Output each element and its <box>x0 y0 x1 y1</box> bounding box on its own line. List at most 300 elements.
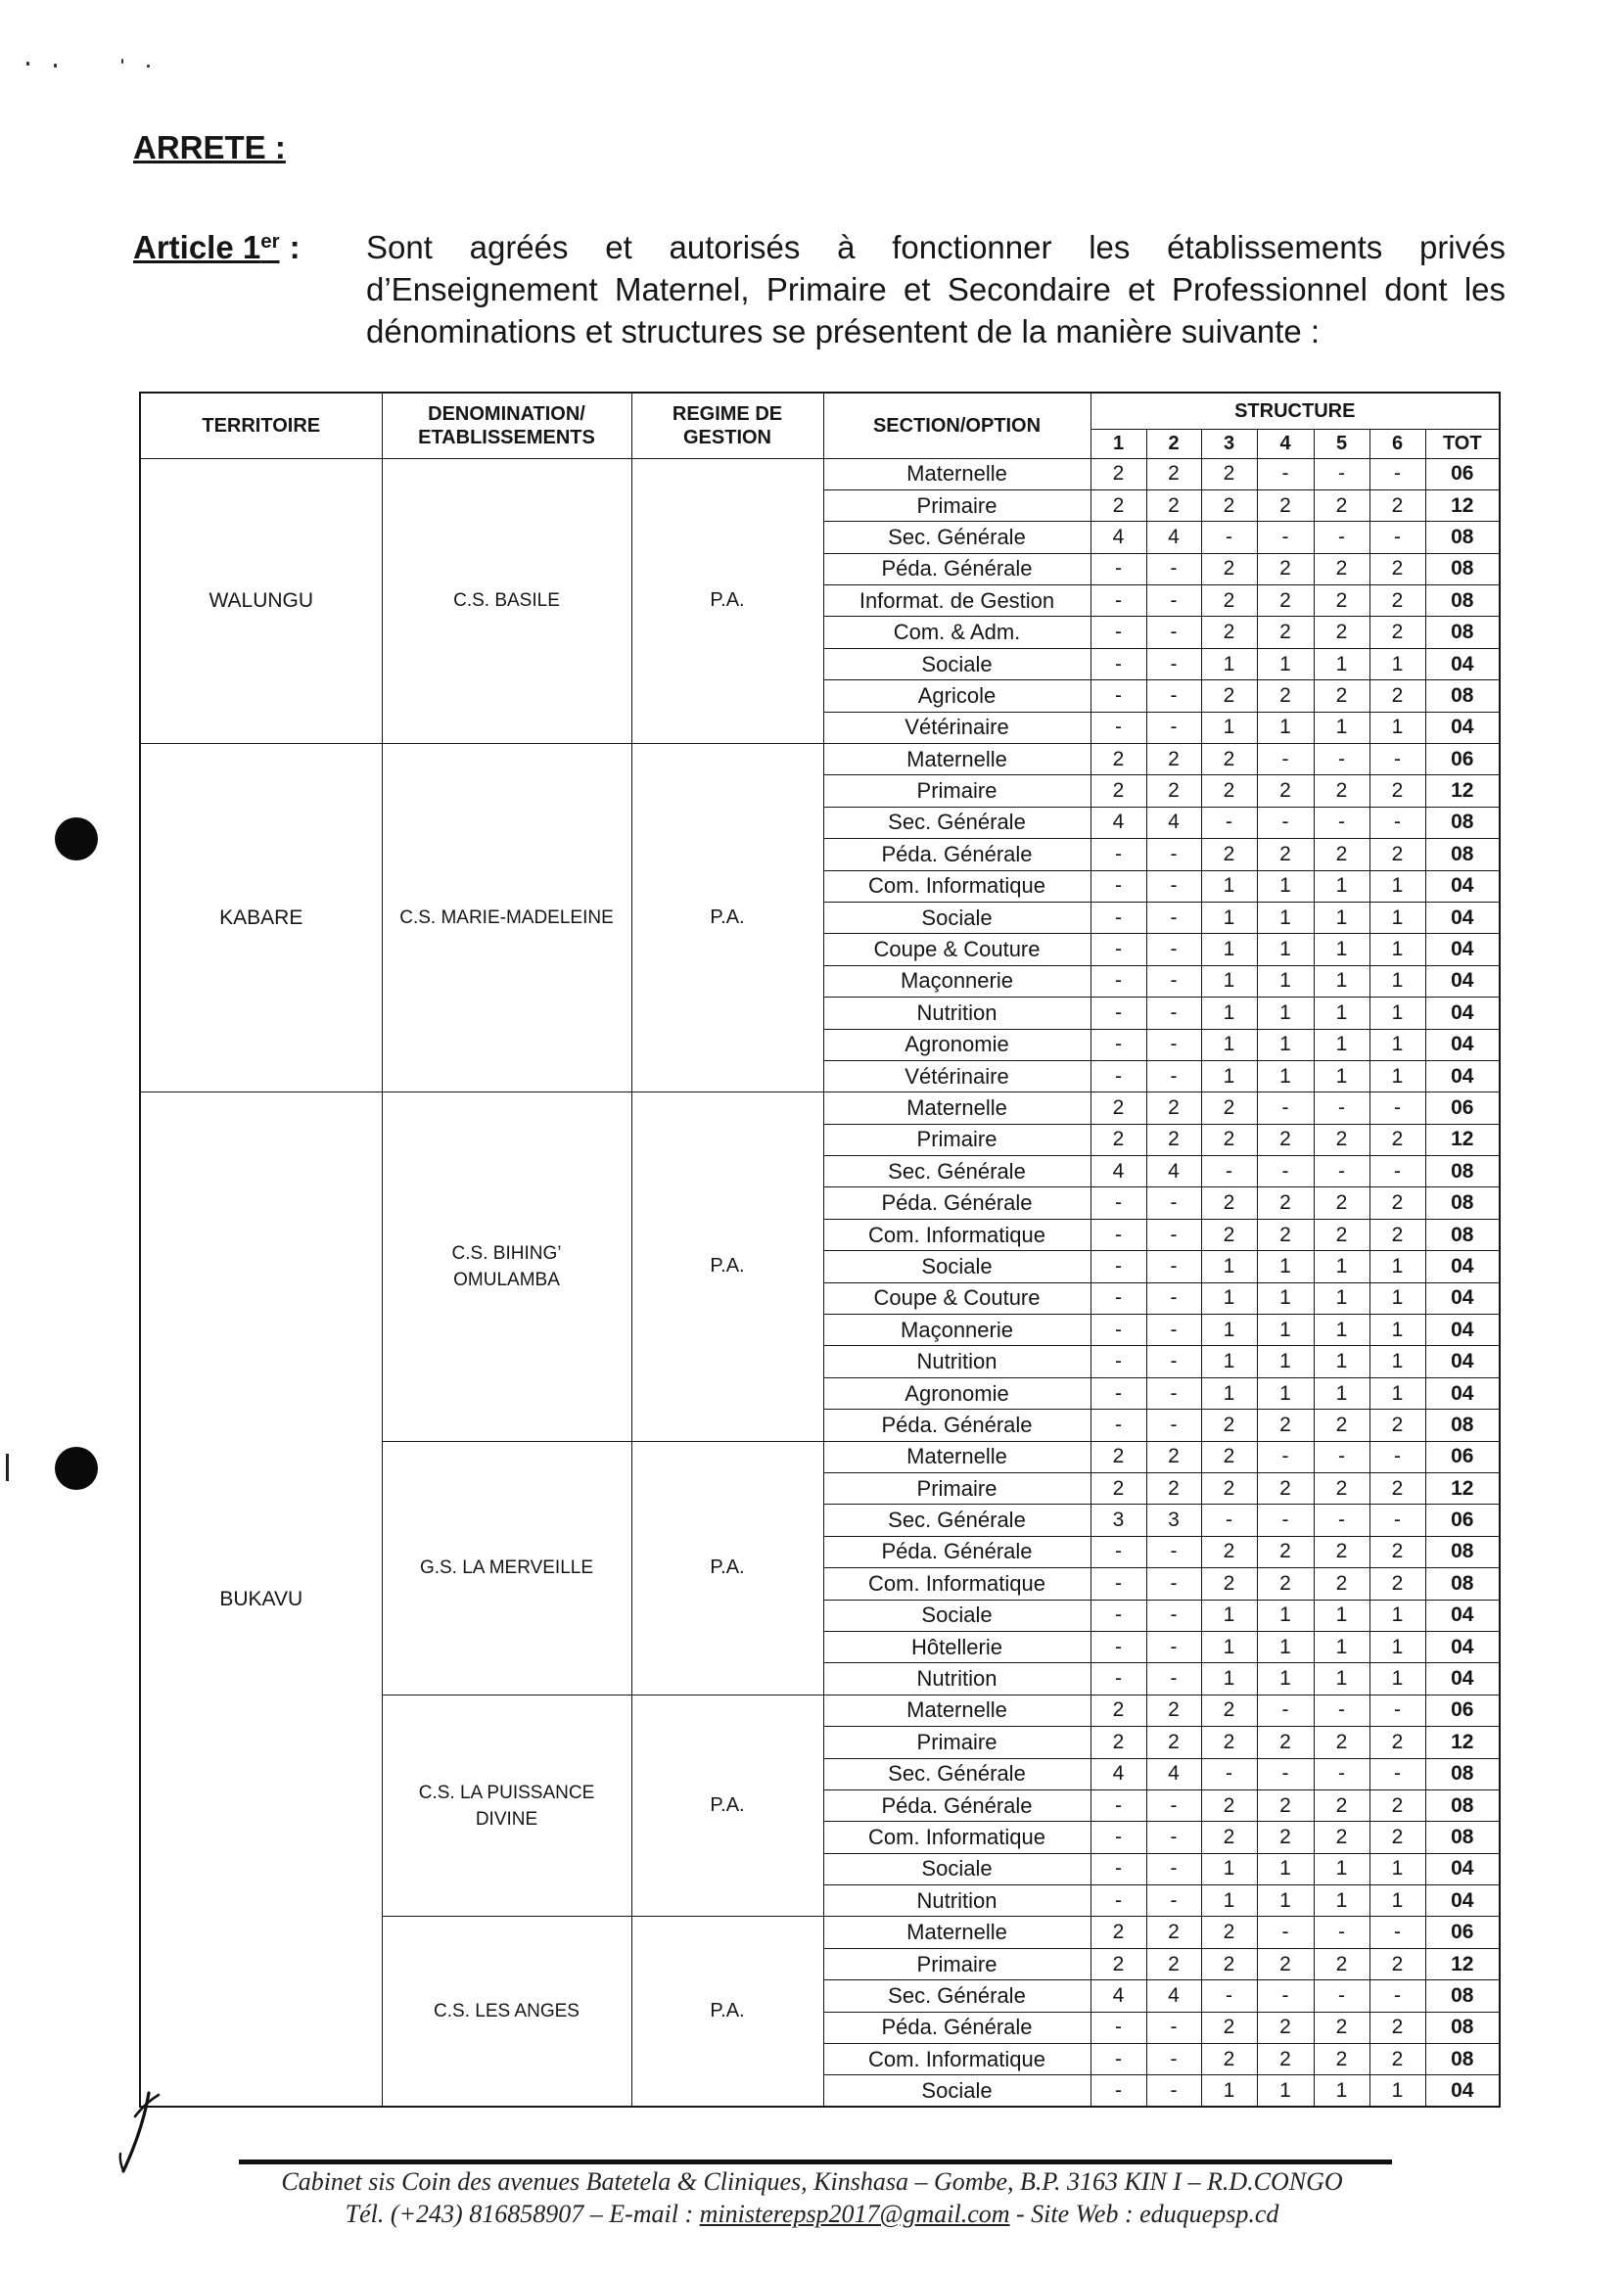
section-option-cell: Sociale <box>823 1600 1090 1631</box>
structure-2-cell: 2 <box>1146 1441 1201 1472</box>
structure-1-cell: - <box>1090 902 1146 933</box>
structure-5-cell: - <box>1314 1980 1369 2012</box>
structure-total-cell: 08 <box>1425 522 1500 553</box>
structure-1-cell: - <box>1090 1251 1146 1282</box>
structure-3-cell: 1 <box>1201 1315 1257 1346</box>
section-option-cell: Agricole <box>823 680 1090 712</box>
structure-5-cell: 1 <box>1314 1377 1369 1409</box>
footer-contact-suffix: - Site Web : eduquepsp.cd <box>1009 2200 1279 2228</box>
structure-1-cell: - <box>1090 1219 1146 1250</box>
structure-6-cell: 1 <box>1369 1600 1425 1631</box>
punch-hole <box>55 817 98 860</box>
structure-6-cell: 2 <box>1369 839 1425 870</box>
structure-6-cell: - <box>1369 1092 1425 1124</box>
structure-1-cell: 2 <box>1090 1727 1146 1758</box>
structure-6-cell: 1 <box>1369 2075 1425 2107</box>
structure-5-cell: 1 <box>1314 1663 1369 1695</box>
structure-6-cell: 2 <box>1369 680 1425 712</box>
structure-5-cell: 1 <box>1314 870 1369 902</box>
structure-4-cell: 1 <box>1257 1315 1314 1346</box>
structure-1-cell: - <box>1090 1600 1146 1631</box>
structure-3-cell: 2 <box>1201 1092 1257 1124</box>
structure-total-cell: 04 <box>1425 1631 1500 1662</box>
structure-4-cell: 1 <box>1257 2075 1314 2107</box>
section-option-cell: Hôtellerie <box>823 1631 1090 1662</box>
structure-3-cell: 2 <box>1201 489 1257 521</box>
structure-5-cell: 2 <box>1314 489 1369 521</box>
structure-5-cell: 1 <box>1314 1600 1369 1631</box>
structure-2-cell: - <box>1146 1789 1201 1821</box>
structure-5-cell: 2 <box>1314 680 1369 712</box>
section-option-cell: Vétérinaire <box>823 1060 1090 1092</box>
structure-5-cell: 2 <box>1314 1822 1369 1853</box>
structure-2-cell: - <box>1146 998 1201 1029</box>
structure-3-cell: 1 <box>1201 1600 1257 1631</box>
footer-rule <box>239 2160 1392 2164</box>
structure-1-cell: 4 <box>1090 1980 1146 2012</box>
structure-5-cell: 1 <box>1314 902 1369 933</box>
structure-3-cell: 2 <box>1201 1219 1257 1250</box>
structure-3-cell: 2 <box>1201 1948 1257 1979</box>
structure-4-cell: 1 <box>1257 1885 1314 1917</box>
structure-4-cell: 1 <box>1257 1631 1314 1662</box>
structure-2-cell: - <box>1146 1187 1201 1219</box>
regime-cell: P.A. <box>631 1695 823 1917</box>
structure-6-cell: 2 <box>1369 2012 1425 2043</box>
structure-total-cell: 08 <box>1425 1156 1500 1187</box>
structure-6-cell: 1 <box>1369 902 1425 933</box>
structure-1-cell: 2 <box>1090 1092 1146 1124</box>
structure-5-cell: - <box>1314 744 1369 775</box>
structure-3-cell: 2 <box>1201 617 1257 648</box>
section-option-cell: Maternelle <box>823 458 1090 489</box>
structure-1-cell: - <box>1090 1346 1146 1377</box>
etablissement-name-line: C.S. MARIE-MADELEINE <box>399 907 614 929</box>
footer-address: Cabinet sis Coin des avenues Batetela & Cliniques, Kinshasa – Gombe, B.P. 3163 KIN I – R.D.CONGO <box>281 2167 1343 2196</box>
structure-1-cell: - <box>1090 680 1146 712</box>
structure-total-cell: 04 <box>1425 1663 1500 1695</box>
structure-1-cell: - <box>1090 998 1146 1029</box>
structure-2-cell: 2 <box>1146 1727 1201 1758</box>
structure-total-cell: 04 <box>1425 965 1500 997</box>
structure-6-cell: 1 <box>1369 1029 1425 1060</box>
table-row <box>140 1092 1500 1124</box>
structure-total-cell: 04 <box>1425 1315 1500 1346</box>
structure-6-cell: 2 <box>1369 553 1425 584</box>
structure-total-cell: 04 <box>1425 998 1500 1029</box>
structure-6-cell: 1 <box>1369 965 1425 997</box>
section-option-cell: Informat. de Gestion <box>823 585 1090 617</box>
structure-1-cell: 2 <box>1090 1948 1146 1979</box>
structure-6-cell: 1 <box>1369 1060 1425 1092</box>
structure-1-cell: 4 <box>1090 1156 1146 1187</box>
structure-total-cell: 04 <box>1425 1600 1500 1631</box>
structure-2-cell: - <box>1146 1853 1201 1884</box>
section-option-cell: Agronomie <box>823 1029 1090 1060</box>
regime-cell: P.A. <box>631 458 823 744</box>
structure-2-cell: 2 <box>1146 1124 1201 1155</box>
structure-2-cell: - <box>1146 839 1201 870</box>
section-option-cell: Primaire <box>823 1124 1090 1155</box>
header-section-option: SECTION/OPTION <box>823 393 1090 458</box>
structure-6-cell: 1 <box>1369 1885 1425 1917</box>
structure-4-cell: 2 <box>1257 1789 1314 1821</box>
table-row <box>140 458 1500 489</box>
structure-5-cell: - <box>1314 458 1369 489</box>
scan-edge-mark <box>6 1454 9 1481</box>
section-option-cell: Sociale <box>823 1853 1090 1884</box>
section-option-cell: Agronomie <box>823 1377 1090 1409</box>
structure-6-cell: - <box>1369 458 1425 489</box>
footer-email: ministerepsp2017@gmail.com <box>699 2200 1010 2228</box>
section-option-cell: Com. Informatique <box>823 2044 1090 2075</box>
section-option-cell: Sec. Générale <box>823 1156 1090 1187</box>
structure-total-cell: 04 <box>1425 712 1500 743</box>
structure-4-cell: - <box>1257 1156 1314 1187</box>
structure-total-cell: 08 <box>1425 1410 1500 1441</box>
structure-3-cell: - <box>1201 1156 1257 1187</box>
structure-6-cell: 1 <box>1369 648 1425 679</box>
structure-1-cell: 4 <box>1090 522 1146 553</box>
structure-5-cell: 2 <box>1314 1187 1369 1219</box>
article-text-line: Sont agréés et autorisés à fonctionner les établissements privés <box>366 229 1506 265</box>
structure-1-cell: - <box>1090 965 1146 997</box>
structure-3-cell: 1 <box>1201 1377 1257 1409</box>
structure-1-cell: 2 <box>1090 458 1146 489</box>
structure-5-cell: 2 <box>1314 1124 1369 1155</box>
structure-4-cell: 1 <box>1257 870 1314 902</box>
structure-2-cell: - <box>1146 1822 1201 1853</box>
section-option-cell: Primaire <box>823 775 1090 807</box>
structure-3-cell: 2 <box>1201 744 1257 775</box>
structure-total-cell: 08 <box>1425 1758 1500 1789</box>
structure-6-cell: - <box>1369 1980 1425 2012</box>
structure-total-cell: 08 <box>1425 553 1500 584</box>
etablissement-name-line: DIVINE <box>475 1808 538 1830</box>
structure-5-cell: 1 <box>1314 648 1369 679</box>
structure-6-cell: 2 <box>1369 1568 1425 1600</box>
header-territoire: TERRITOIRE <box>140 393 382 458</box>
structure-6-cell: 1 <box>1369 1282 1425 1314</box>
structure-table-body <box>140 458 1500 2107</box>
structure-total-cell: 04 <box>1425 648 1500 679</box>
structure-4-cell: - <box>1257 1505 1314 1536</box>
structure-total-cell: 04 <box>1425 1885 1500 1917</box>
section-option-cell: Primaire <box>823 489 1090 521</box>
structure-2-cell: - <box>1146 648 1201 679</box>
handwritten-mark <box>108 2083 166 2177</box>
structure-4-cell: - <box>1257 744 1314 775</box>
section-option-cell: Com. Informatique <box>823 1219 1090 1250</box>
structure-1-cell: - <box>1090 1885 1146 1917</box>
territoire-cell: BUKAVU <box>140 1092 382 2108</box>
structure-1-cell: - <box>1090 870 1146 902</box>
structure-3-cell: 1 <box>1201 1060 1257 1092</box>
structure-total-cell: 04 <box>1425 1377 1500 1409</box>
structure-4-cell: 1 <box>1257 1853 1314 1884</box>
header-structure-col-2: 2 <box>1146 429 1201 458</box>
structure-3-cell: 1 <box>1201 965 1257 997</box>
section-option-cell: Sec. Générale <box>823 807 1090 838</box>
structure-5-cell: 2 <box>1314 553 1369 584</box>
structure-5-cell: - <box>1314 1505 1369 1536</box>
territoire-cell: KABARE <box>140 744 382 1092</box>
header-structure-col-4: 4 <box>1257 429 1314 458</box>
structure-3-cell: 1 <box>1201 2075 1257 2107</box>
structure-4-cell: 2 <box>1257 1536 1314 1567</box>
structure-6-cell: - <box>1369 1156 1425 1187</box>
section-option-cell: Maçonnerie <box>823 965 1090 997</box>
section-option-cell: Sec. Générale <box>823 1758 1090 1789</box>
structure-3-cell: 2 <box>1201 553 1257 584</box>
structure-5-cell: 2 <box>1314 617 1369 648</box>
structure-4-cell: 1 <box>1257 934 1314 965</box>
structure-5-cell: 1 <box>1314 1029 1369 1060</box>
structure-total-cell: 12 <box>1425 1948 1500 1979</box>
structure-4-cell: - <box>1257 807 1314 838</box>
structure-total-cell: 04 <box>1425 1853 1500 1884</box>
structure-2-cell: - <box>1146 1346 1201 1377</box>
structure-1-cell: - <box>1090 1315 1146 1346</box>
structure-4-cell: 1 <box>1257 1377 1314 1409</box>
structure-3-cell: 2 <box>1201 1187 1257 1219</box>
structure-4-cell: - <box>1257 522 1314 553</box>
structure-4-cell: 2 <box>1257 1948 1314 1979</box>
structure-2-cell: - <box>1146 1536 1201 1567</box>
structure-3-cell: 1 <box>1201 870 1257 902</box>
structure-total-cell: 04 <box>1425 1282 1500 1314</box>
footer-contact-prefix: Tél. (+243) 816858907 – E-mail : <box>345 2200 700 2228</box>
section-option-cell: Péda. Générale <box>823 1187 1090 1219</box>
structure-4-cell: 2 <box>1257 617 1314 648</box>
section-option-cell: Nutrition <box>823 1885 1090 1917</box>
structure-4-cell: - <box>1257 1441 1314 1472</box>
structure-5-cell: 2 <box>1314 2044 1369 2075</box>
structure-total-cell: 08 <box>1425 2012 1500 2043</box>
structure-5-cell: 1 <box>1314 998 1369 1029</box>
structure-6-cell: 2 <box>1369 1727 1425 1758</box>
structure-3-cell: 2 <box>1201 1822 1257 1853</box>
structure-5-cell: 2 <box>1314 1948 1369 1979</box>
structure-3-cell: 2 <box>1201 1727 1257 1758</box>
header-regime-line: REGIME DE <box>672 402 783 425</box>
structure-2-cell: - <box>1146 1315 1201 1346</box>
scan-speck <box>26 62 29 66</box>
structure-6-cell: 1 <box>1369 1346 1425 1377</box>
structure-total-cell: 06 <box>1425 1505 1500 1536</box>
structure-6-cell: 1 <box>1369 1853 1425 1884</box>
structure-4-cell: 2 <box>1257 1187 1314 1219</box>
header-regime <box>631 393 823 458</box>
structure-3-cell: 2 <box>1201 1695 1257 1726</box>
section-option-cell: Maternelle <box>823 1092 1090 1124</box>
structure-2-cell: - <box>1146 553 1201 584</box>
structure-6-cell: - <box>1369 1441 1425 1472</box>
structure-4-cell: 1 <box>1257 1663 1314 1695</box>
structure-3-cell: 1 <box>1201 1282 1257 1314</box>
structure-5-cell: 1 <box>1314 712 1369 743</box>
article-label <box>133 226 301 268</box>
structure-1-cell: - <box>1090 839 1146 870</box>
structure-6-cell: - <box>1369 1917 1425 1948</box>
structure-1-cell: - <box>1090 585 1146 617</box>
structure-2-cell: - <box>1146 1568 1201 1600</box>
structure-total-cell: 06 <box>1425 1441 1500 1472</box>
structure-6-cell: 1 <box>1369 934 1425 965</box>
structure-3-cell: 1 <box>1201 1663 1257 1695</box>
structure-1-cell: - <box>1090 934 1146 965</box>
structure-5-cell: 1 <box>1314 1282 1369 1314</box>
structure-2-cell: - <box>1146 1029 1201 1060</box>
structure-4-cell: 2 <box>1257 775 1314 807</box>
structure-6-cell: 1 <box>1369 1663 1425 1695</box>
structure-1-cell: - <box>1090 1187 1146 1219</box>
header-structure-col-5: 5 <box>1314 429 1369 458</box>
structure-2-cell: 2 <box>1146 744 1201 775</box>
structure-total-cell: 08 <box>1425 1187 1500 1219</box>
etablissement-name-line: C.S. BIHING’ <box>451 1242 562 1264</box>
structure-5-cell: 2 <box>1314 585 1369 617</box>
structure-total-cell: 04 <box>1425 934 1500 965</box>
structure-6-cell: - <box>1369 1695 1425 1726</box>
structure-2-cell: - <box>1146 2075 1201 2107</box>
structure-6-cell: 1 <box>1369 1251 1425 1282</box>
structure-5-cell: 2 <box>1314 1789 1369 1821</box>
structure-2-cell: 2 <box>1146 775 1201 807</box>
structure-table-head <box>140 393 1500 458</box>
structure-6-cell: - <box>1369 522 1425 553</box>
structure-total-cell: 04 <box>1425 1346 1500 1377</box>
structure-6-cell: 1 <box>1369 870 1425 902</box>
structure-3-cell: 1 <box>1201 712 1257 743</box>
structure-1-cell: 4 <box>1090 1758 1146 1789</box>
section-option-cell: Maternelle <box>823 1441 1090 1472</box>
structure-2-cell: 2 <box>1146 1092 1201 1124</box>
article-colon: : <box>289 229 301 265</box>
structure-2-cell: - <box>1146 1885 1201 1917</box>
section-option-cell: Sociale <box>823 902 1090 933</box>
section-option-cell: Maternelle <box>823 744 1090 775</box>
structure-1-cell: 2 <box>1090 775 1146 807</box>
structure-4-cell: 2 <box>1257 585 1314 617</box>
structure-2-cell: 2 <box>1146 1473 1201 1505</box>
structure-4-cell: 2 <box>1257 1727 1314 1758</box>
structure-6-cell: 2 <box>1369 1789 1425 1821</box>
structure-total-cell: 08 <box>1425 1980 1500 2012</box>
structure-3-cell: 2 <box>1201 1441 1257 1472</box>
structure-6-cell: 1 <box>1369 712 1425 743</box>
section-option-cell: Péda. Générale <box>823 1536 1090 1567</box>
section-option-cell: Primaire <box>823 1473 1090 1505</box>
etablissement-cell <box>382 1441 631 1695</box>
structure-4-cell: 2 <box>1257 2012 1314 2043</box>
scan-speck <box>147 65 150 68</box>
structure-5-cell: - <box>1314 1758 1369 1789</box>
section-option-cell: Nutrition <box>823 998 1090 1029</box>
structure-4-cell: 2 <box>1257 1219 1314 1250</box>
structure-5-cell: 2 <box>1314 1219 1369 1250</box>
section-option-cell: Com. Informatique <box>823 1822 1090 1853</box>
structure-5-cell: 2 <box>1314 775 1369 807</box>
structure-5-cell: 2 <box>1314 1536 1369 1567</box>
structure-4-cell: - <box>1257 1917 1314 1948</box>
structure-3-cell: 1 <box>1201 934 1257 965</box>
structure-4-cell: 1 <box>1257 1029 1314 1060</box>
structure-4-cell: 1 <box>1257 1600 1314 1631</box>
structure-3-cell: - <box>1201 807 1257 838</box>
section-option-cell: Nutrition <box>823 1663 1090 1695</box>
structure-3-cell: 1 <box>1201 1251 1257 1282</box>
structure-2-cell: 4 <box>1146 807 1201 838</box>
scan-speck <box>54 64 57 68</box>
structure-3-cell: 2 <box>1201 1917 1257 1948</box>
section-option-cell: Com. Informatique <box>823 1568 1090 1600</box>
structure-2-cell: - <box>1146 1251 1201 1282</box>
etablissement-cell <box>382 1917 631 2107</box>
structure-2-cell: - <box>1146 1219 1201 1250</box>
structure-2-cell: 2 <box>1146 1695 1201 1726</box>
structure-total-cell: 12 <box>1425 1124 1500 1155</box>
structure-2-cell: - <box>1146 680 1201 712</box>
structure-1-cell: - <box>1090 1060 1146 1092</box>
regime-cell: P.A. <box>631 1917 823 2107</box>
structure-2-cell: 4 <box>1146 1758 1201 1789</box>
structure-3-cell: 2 <box>1201 775 1257 807</box>
section-option-cell: Péda. Générale <box>823 1789 1090 1821</box>
structure-5-cell: 1 <box>1314 1251 1369 1282</box>
structure-5-cell: 2 <box>1314 1727 1369 1758</box>
structure-4-cell: 1 <box>1257 902 1314 933</box>
structure-4-cell: 1 <box>1257 1282 1314 1314</box>
structure-total-cell: 08 <box>1425 617 1500 648</box>
structure-6-cell: - <box>1369 1758 1425 1789</box>
structure-4-cell: 2 <box>1257 1473 1314 1505</box>
structure-1-cell: - <box>1090 1282 1146 1314</box>
structure-4-cell: 2 <box>1257 839 1314 870</box>
structure-6-cell: 2 <box>1369 775 1425 807</box>
structure-2-cell: - <box>1146 1282 1201 1314</box>
structure-total-cell: 08 <box>1425 1822 1500 1853</box>
article-text-line: d’Enseignement Maternel, Primaire et Secondaire et Professionnel dont les <box>366 271 1506 307</box>
section-option-cell: Maternelle <box>823 1695 1090 1726</box>
section-option-cell: Com. & Adm. <box>823 617 1090 648</box>
structure-3-cell: 1 <box>1201 1885 1257 1917</box>
structure-total-cell: 04 <box>1425 902 1500 933</box>
section-option-cell: Coupe & Couture <box>823 934 1090 965</box>
structure-total-cell: 04 <box>1425 1060 1500 1092</box>
structure-2-cell: 2 <box>1146 1917 1201 1948</box>
structure-4-cell: 2 <box>1257 680 1314 712</box>
structure-5-cell: 1 <box>1314 2075 1369 2107</box>
structure-3-cell: 2 <box>1201 1568 1257 1600</box>
structure-4-cell: - <box>1257 1758 1314 1789</box>
regime-cell: P.A. <box>631 1092 823 1441</box>
section-option-cell: Sociale <box>823 2075 1090 2107</box>
structure-total-cell: 08 <box>1425 807 1500 838</box>
structure-2-cell: - <box>1146 1631 1201 1662</box>
structure-3-cell: 1 <box>1201 648 1257 679</box>
structure-3-cell: 2 <box>1201 585 1257 617</box>
regime-cell: P.A. <box>631 1441 823 1695</box>
structure-6-cell: 2 <box>1369 1410 1425 1441</box>
structure-total-cell: 04 <box>1425 1251 1500 1282</box>
structure-5-cell: - <box>1314 1695 1369 1726</box>
article-text <box>366 226 1506 352</box>
structure-2-cell: - <box>1146 902 1201 933</box>
structure-4-cell: 2 <box>1257 1410 1314 1441</box>
section-option-cell: Péda. Générale <box>823 1410 1090 1441</box>
structure-2-cell: - <box>1146 870 1201 902</box>
